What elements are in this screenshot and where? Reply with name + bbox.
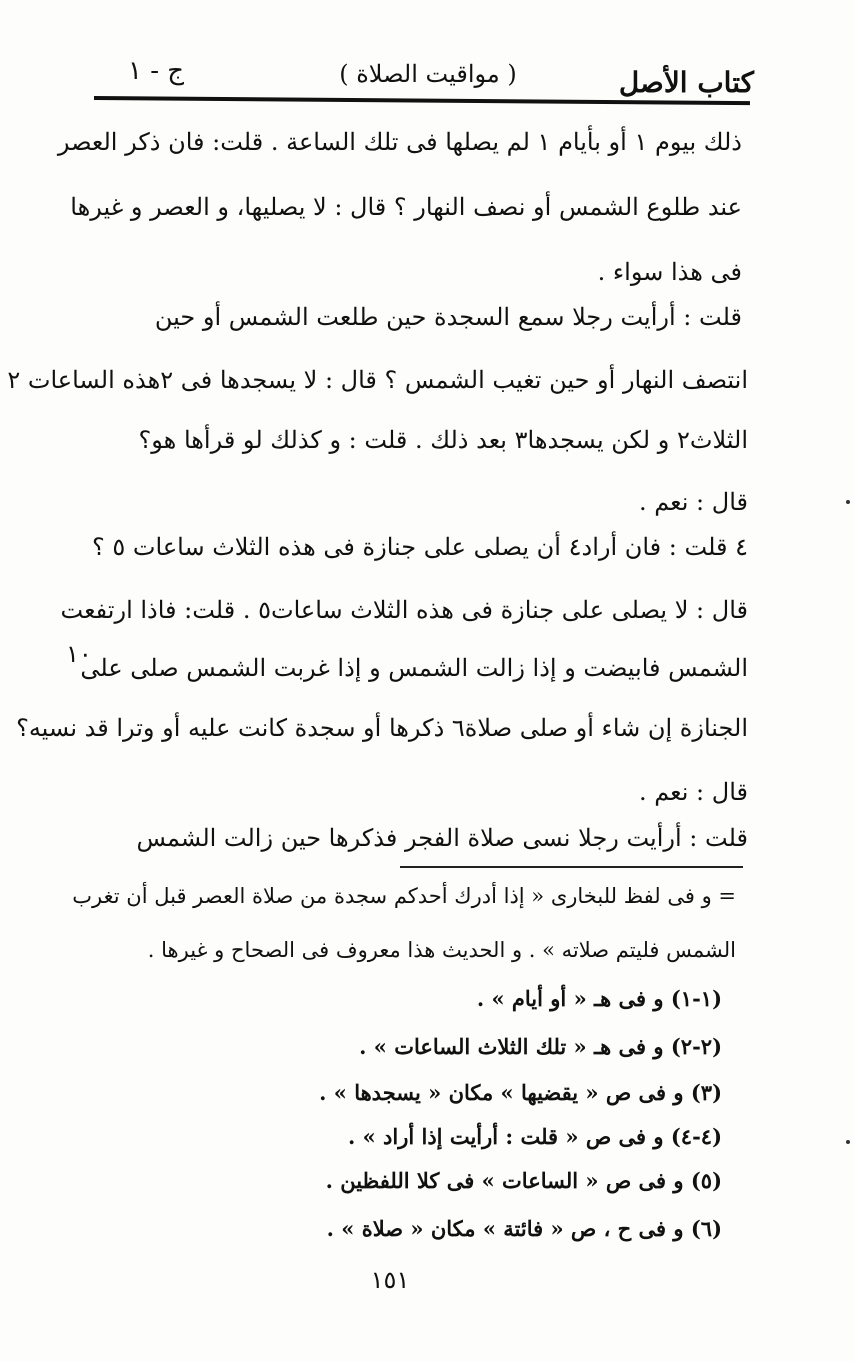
body-line: قلت : أرأيت رجلا نسى صلاة الفجر فذكرها حين زالت الشمس — [136, 824, 748, 852]
scan-speck — [846, 500, 850, 504]
body-line: فى هذا سواء . — [597, 258, 742, 286]
footnote-continuation-line: = و فى لفظ للبخارى « إذا أدرك أحدكم سجدة من صلاة العصر قبل أن تغرب — [72, 884, 736, 908]
body-line: قال : نعم . — [638, 488, 748, 516]
body-line: انتصف النهار أو حين تغيب الشمس ؟ قال : لا يسجدها فى ٢هذه الساعات ٢ — [7, 366, 748, 394]
body-line: ذلك بيوم ١ أو بأيام ١ لم يصلها فى تلك الساعة . قلت: فان ذكر العصر — [57, 128, 742, 156]
body-line: الجنازة إن شاء أو صلى صلاة٦ ذكرها أو سجدة كانت عليه أو وترا قد نسيه؟ — [16, 714, 748, 742]
body-line: قلت : أرأيت رجلا سمع السجدة حين طلعت الشمس أو حين — [154, 303, 742, 331]
footnote-item: (٦) و فى ح ، ص « فائتة » مكان « صلاة » . — [326, 1216, 722, 1241]
body-line: ٤ قلت : فان أراد٤ أن يصلى على جنازة فى هذه الثلاث ساعات ٥ ؟ — [92, 533, 748, 561]
footnote-separator — [400, 866, 743, 868]
footnote-continuation-line: الشمس فليتم صلاته » . و الحديث هذا معروف فى الصحاح و غيرها . — [147, 938, 736, 962]
margin-line-number: ١٠ — [66, 640, 92, 668]
footnote-item: (١-١) و فى هـ « أو أيام » . — [476, 986, 722, 1011]
scan-speck — [846, 1140, 850, 1144]
footnote-item: (٣) و فى ص « يقضيها » مكان « يسجدها » . — [319, 1080, 722, 1105]
body-line: قال : لا يصلى على جنازة فى هذه الثلاث ساعات٥ . قلت: فاذا ارتفعت — [60, 596, 748, 624]
body-line: الثلاث٢ و لكن يسجدها٣ بعد ذلك . قلت : و كذلك لو قرأها هو؟ — [138, 426, 748, 454]
body-line: الشمس فابيضت و إذا زالت الشمس و إذا غربت الشمس صلى على — [80, 654, 748, 682]
body-line: قال : نعم . — [638, 778, 748, 806]
page-number: ١٥١ — [370, 1266, 410, 1294]
footnote-item: (٥) و فى ص « الساعات » فى كلا اللفظين . — [325, 1168, 722, 1193]
body-line: عند طلوع الشمس أو نصف النهار ؟ قال : لا يصليها، و العصر و غيرها — [70, 193, 742, 221]
section-title: ( مواقيت الصلاة ) — [339, 60, 517, 88]
footnote-item: (٢-٢) و فى هـ « تلك الثلاث الساعات » . — [359, 1034, 722, 1059]
book-title: كتاب الأصل — [618, 66, 754, 99]
footnote-item: (٤-٤) و فى ص « قلت : أرأيت إذا أراد » . — [347, 1124, 722, 1149]
volume-label: ج - ١ — [128, 56, 185, 86]
